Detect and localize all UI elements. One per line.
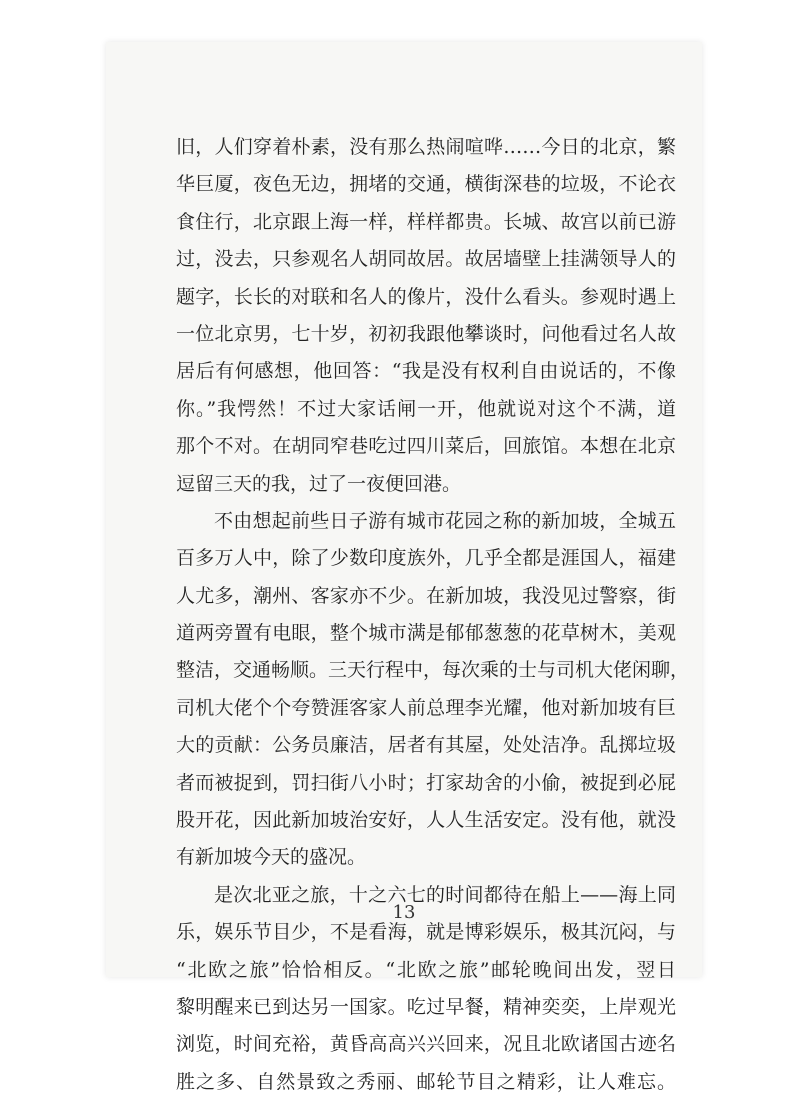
text-line: 华巨厦，夜色无边，拥堵的交通，横街深巷的垃圾，不论衣 bbox=[176, 173, 676, 196]
text-line: 题字，长长的对联和名人的像片，没什么看头。参观时遇上 bbox=[176, 285, 676, 308]
text-line: 旧，人们穿着朴素，没有那么热闹喧哗……今日的北京，繁 bbox=[176, 136, 676, 158]
text-line: 股开花，因此新加坡治安好，人人生活安定。没有他，就没 bbox=[176, 809, 676, 832]
paragraph-beijing bbox=[176, 129, 676, 503]
paragraph-singapore bbox=[176, 503, 690, 877]
text-line: 是次北亚之旅，十之六七的时间都待在船上——海上同 bbox=[214, 883, 676, 906]
text-line: 那个不对。在胡同窄巷吃过四川菜后，回旅馆。本想在北京 bbox=[176, 435, 676, 458]
text-line: “北欧之旅”恰恰相反。“北欧之旅”邮轮晚间出发，翌日 bbox=[176, 958, 676, 981]
text-line: 大的贡献：公务员廉洁，居者有其屋，处处洁净。乱掷垃圾 bbox=[176, 734, 676, 757]
text-line: 司机大佬个个夸赞涯客家人前总理李光耀，他对新加坡有巨 bbox=[176, 696, 676, 719]
text-line: 有新加坡今天的盛况。 bbox=[176, 846, 367, 869]
text-line: 过，没去，只参观名人胡同故居。故居墙壁上挂满领导人的 bbox=[176, 248, 676, 271]
text-line: 逗留三天的我，过了一夜便回港。 bbox=[176, 472, 462, 495]
text-line: 道两旁置有电眼，整个城市满是郁郁葱葱的花草树木，美观 bbox=[176, 622, 676, 645]
book-page bbox=[106, 42, 702, 1093]
text-line: 食住行，北京跟上海一样，样样都贵。长城、故宫以前已游 bbox=[176, 210, 676, 233]
text-line: 人尤多，潮州、客家亦不少。在新加坡，我没见过警察，街 bbox=[176, 584, 676, 607]
body-text bbox=[176, 129, 690, 1101]
page-number: 13 bbox=[392, 902, 416, 923]
text-line: 浏览，时间充裕，黄昏高高兴兴回来，况且北欧诸国古迹名 bbox=[176, 1033, 676, 1056]
text-line: 乐，娱乐节目少，不是看海，就是博彩娱乐，极其沉闷，与 bbox=[176, 921, 676, 944]
text-line: 你。”我愕然！不过大家话闸一开，他就说对这个不满，道 bbox=[176, 397, 676, 420]
text-line: 整洁，交通畅顺。三天行程中，每次乘的士与司机大佬闲聊， bbox=[176, 659, 690, 682]
text-line: 百多万人中，除了少数印度族外，几乎全都是涯国人，福建 bbox=[176, 547, 676, 570]
text-line: 者而被捉到，罚扫街八小时；打家劫舍的小偷，被捉到必屁 bbox=[176, 771, 676, 794]
text-line: 胜之多、自然景致之秀丽、邮轮节目之精彩，让人难忘。 bbox=[176, 1070, 676, 1093]
text-line: 黎明醒来已到达另一国家。吃过早餐，精神奕奕，上岸观光 bbox=[176, 995, 676, 1018]
text-line: 居后有何感想，他回答：“我是没有权利自由说话的，不像 bbox=[176, 360, 676, 383]
text-line: 一位北京男，七十岁，初初我跟他攀谈时，问他看过名人故 bbox=[176, 322, 676, 345]
text-line: 不由想起前些日子游有城市花园之称的新加坡，全城五 bbox=[214, 509, 676, 532]
